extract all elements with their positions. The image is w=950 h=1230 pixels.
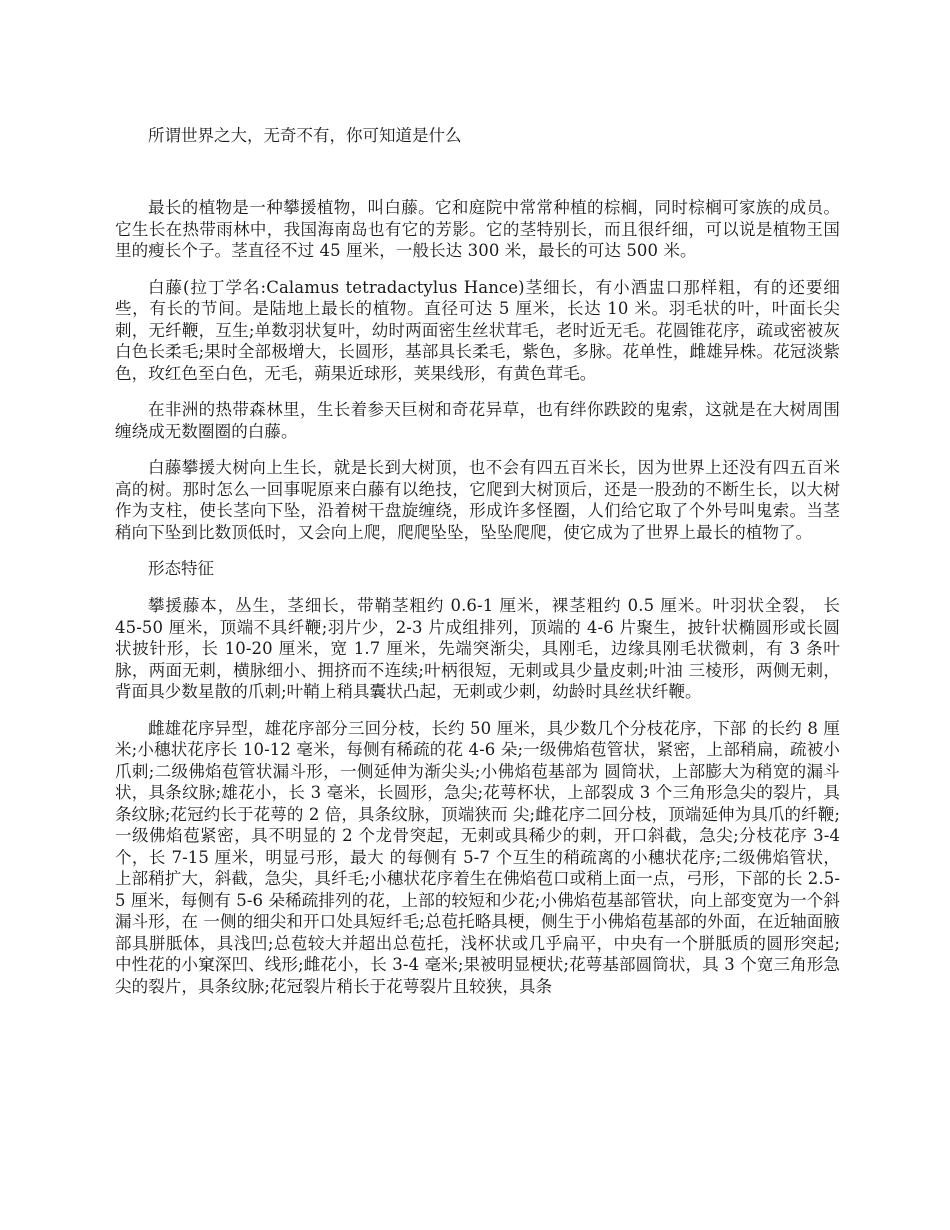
document-page	[115, 124, 840, 1012]
section-heading: 形态特征	[148, 559, 214, 578]
paragraph-rattan-description: 白藤(拉丁学名:Calamus tetradactylus Hance)茎细长，有小酒盅口那样粗，有的还要细些，有长的节间。是陆地上最长的植物。直径可达 5 厘米，长达 10 米。羽毛状的叶，叶面长尖刺，无纤鞭，互生;单数羽状复叶，幼时两面密生丝状茸毛，老时近无毛。花圆锥花序，疏或密被灰白色长柔毛;果时全部极增大，长圆形，基部具长柔毛，紫色，多脉。花单性，雌雄异株。花冠淡紫色，玫红色至白色，无毛，蒴果近球形，荚果线形，有黄色茸毛。	[115, 277, 840, 383]
paragraph-longest-plant: 最长的植物是一种攀援植物，叫白藤。它和庭院中常常种植的棕榈，同时棕榈可家族的成员。它生长在热带雨林中，我国海南岛也有它的芳影。它的茎特别长，而且很纤细，可以说是植物王国里的瘦长个子。茎直径不过 45 厘米，一般长达 300 米，最长的可达 500 米。	[115, 198, 840, 260]
paragraph-growth-habit: 白藤攀援大树向上生长，就是长到大树顶，也不会有四五百米长，因为世界上还没有四五百米高的树。那时怎么一回事呢原来白藤有以绝技，它爬到大树顶后，还是一股劲的不断生长，以大树作为支柱，使长茎向下坠，沿着树干盘旋缠绕，形成许多怪圈，人们给它取了个外号叫鬼索。当茎稍向下坠到比数顶低时，又会向上爬，爬爬坠坠，坠坠爬爬，使它成为了世界上最长的植物了。	[115, 458, 840, 542]
paragraph-morphology-inflorescence: 雌雄花序异型，雄花序部分三回分枝，长约 50 厘米，具少数几个分枝花序，下部 的长约 8 厘米;小穗状花序长 10-12 毫米，每侧有稀疏的花 4-6 朵;一级佛焰苞管状，紧密，上部稍扁，疏被小爪刺;二级佛焰苞管状漏斗形，一侧延伸为渐尖头;小佛焰苞基部为 圆筒状，上部膨大为稍宽的漏斗状，具条纹脉;雄花小，长 3 毫米，长圆形，急尖;花萼杯状，上部裂成 3 个三角形急尖的裂片，具条纹脉;花冠约长于花萼的 2 倍，具条纹脉，顶端狭而 尖;雌花序二回分枝，顶端延伸为具爪的纤鞭; 一级佛焰苞紧密，具不明显的 2 个龙骨突起，无刺或具稀少的刺，开口斜截，急尖;分枝花序 3-4 个，长 7-15 厘米，明显弓形，最大 的每侧有 5-7 个互生的稍疏离的小穗状花序;二级佛焰管状，上部稍扩大，斜截，急尖，具纤毛;小穗状花序着生在佛焰苞口或稍上面一点，弓形，下部的长 2.5-5 厘米，每侧有 5-6 朵稀疏排列的花，上部的较短和少花;小佛焰苞基部管状，向上部变宽为一个斜漏斗形，在 一侧的细尖和开口处具短纤毛;总苞托略具梗，侧生于小佛焰苞基部的外面，在近轴面腋 部具胼胝体，具浅凹;总苞较大并超出总苞托，浅杯状或几乎扁平，中央有一个胼胝质的圆形突起;中性花的小窠深凹、线形;雌花小，长 3-4 毫米;果被明显梗状;花萼基部圆筒状，具 3 个宽三角形急尖的裂片，具条纹脉;花冠裂片稍长于花萼裂片且较狭，具条	[115, 718, 840, 996]
paragraph-africa-forest: 在非洲的热带森林里，生长着参天巨树和奇花异草，也有绊你跌跤的鬼索，这就是在大树周围缠绕成无数圈圈的白藤。	[115, 400, 840, 441]
paragraph-morphology-stem-leaf: 攀援藤本，丛生，茎细长，带鞘茎粗约 0.6-1 厘米，裸茎粗约 0.5 厘米。叶羽状全裂， 长 45-50 厘米，顶端不具纤鞭;羽片少，2-3 片成组排列，顶端的 4-6 片聚生，披针状椭圆形或长圆状披针形，长 10-20 厘米，宽 1.7 厘米，先端突渐尖，具刚毛，边缘具刚毛状微刺，有 3 条叶脉，两面无刺，横脉细小、拥挤而不连续;叶柄很短，无刺或具少量皮刺;叶油 三棱形，两侧无刺，背面具少数星散的爪刺;叶鞘上稍具囊状凸起，无刺或少刺，幼龄时具丝状纤鞭。	[115, 596, 840, 701]
document-title: 所谓世界之大，无奇不有，你可知道是什么	[148, 126, 462, 145]
